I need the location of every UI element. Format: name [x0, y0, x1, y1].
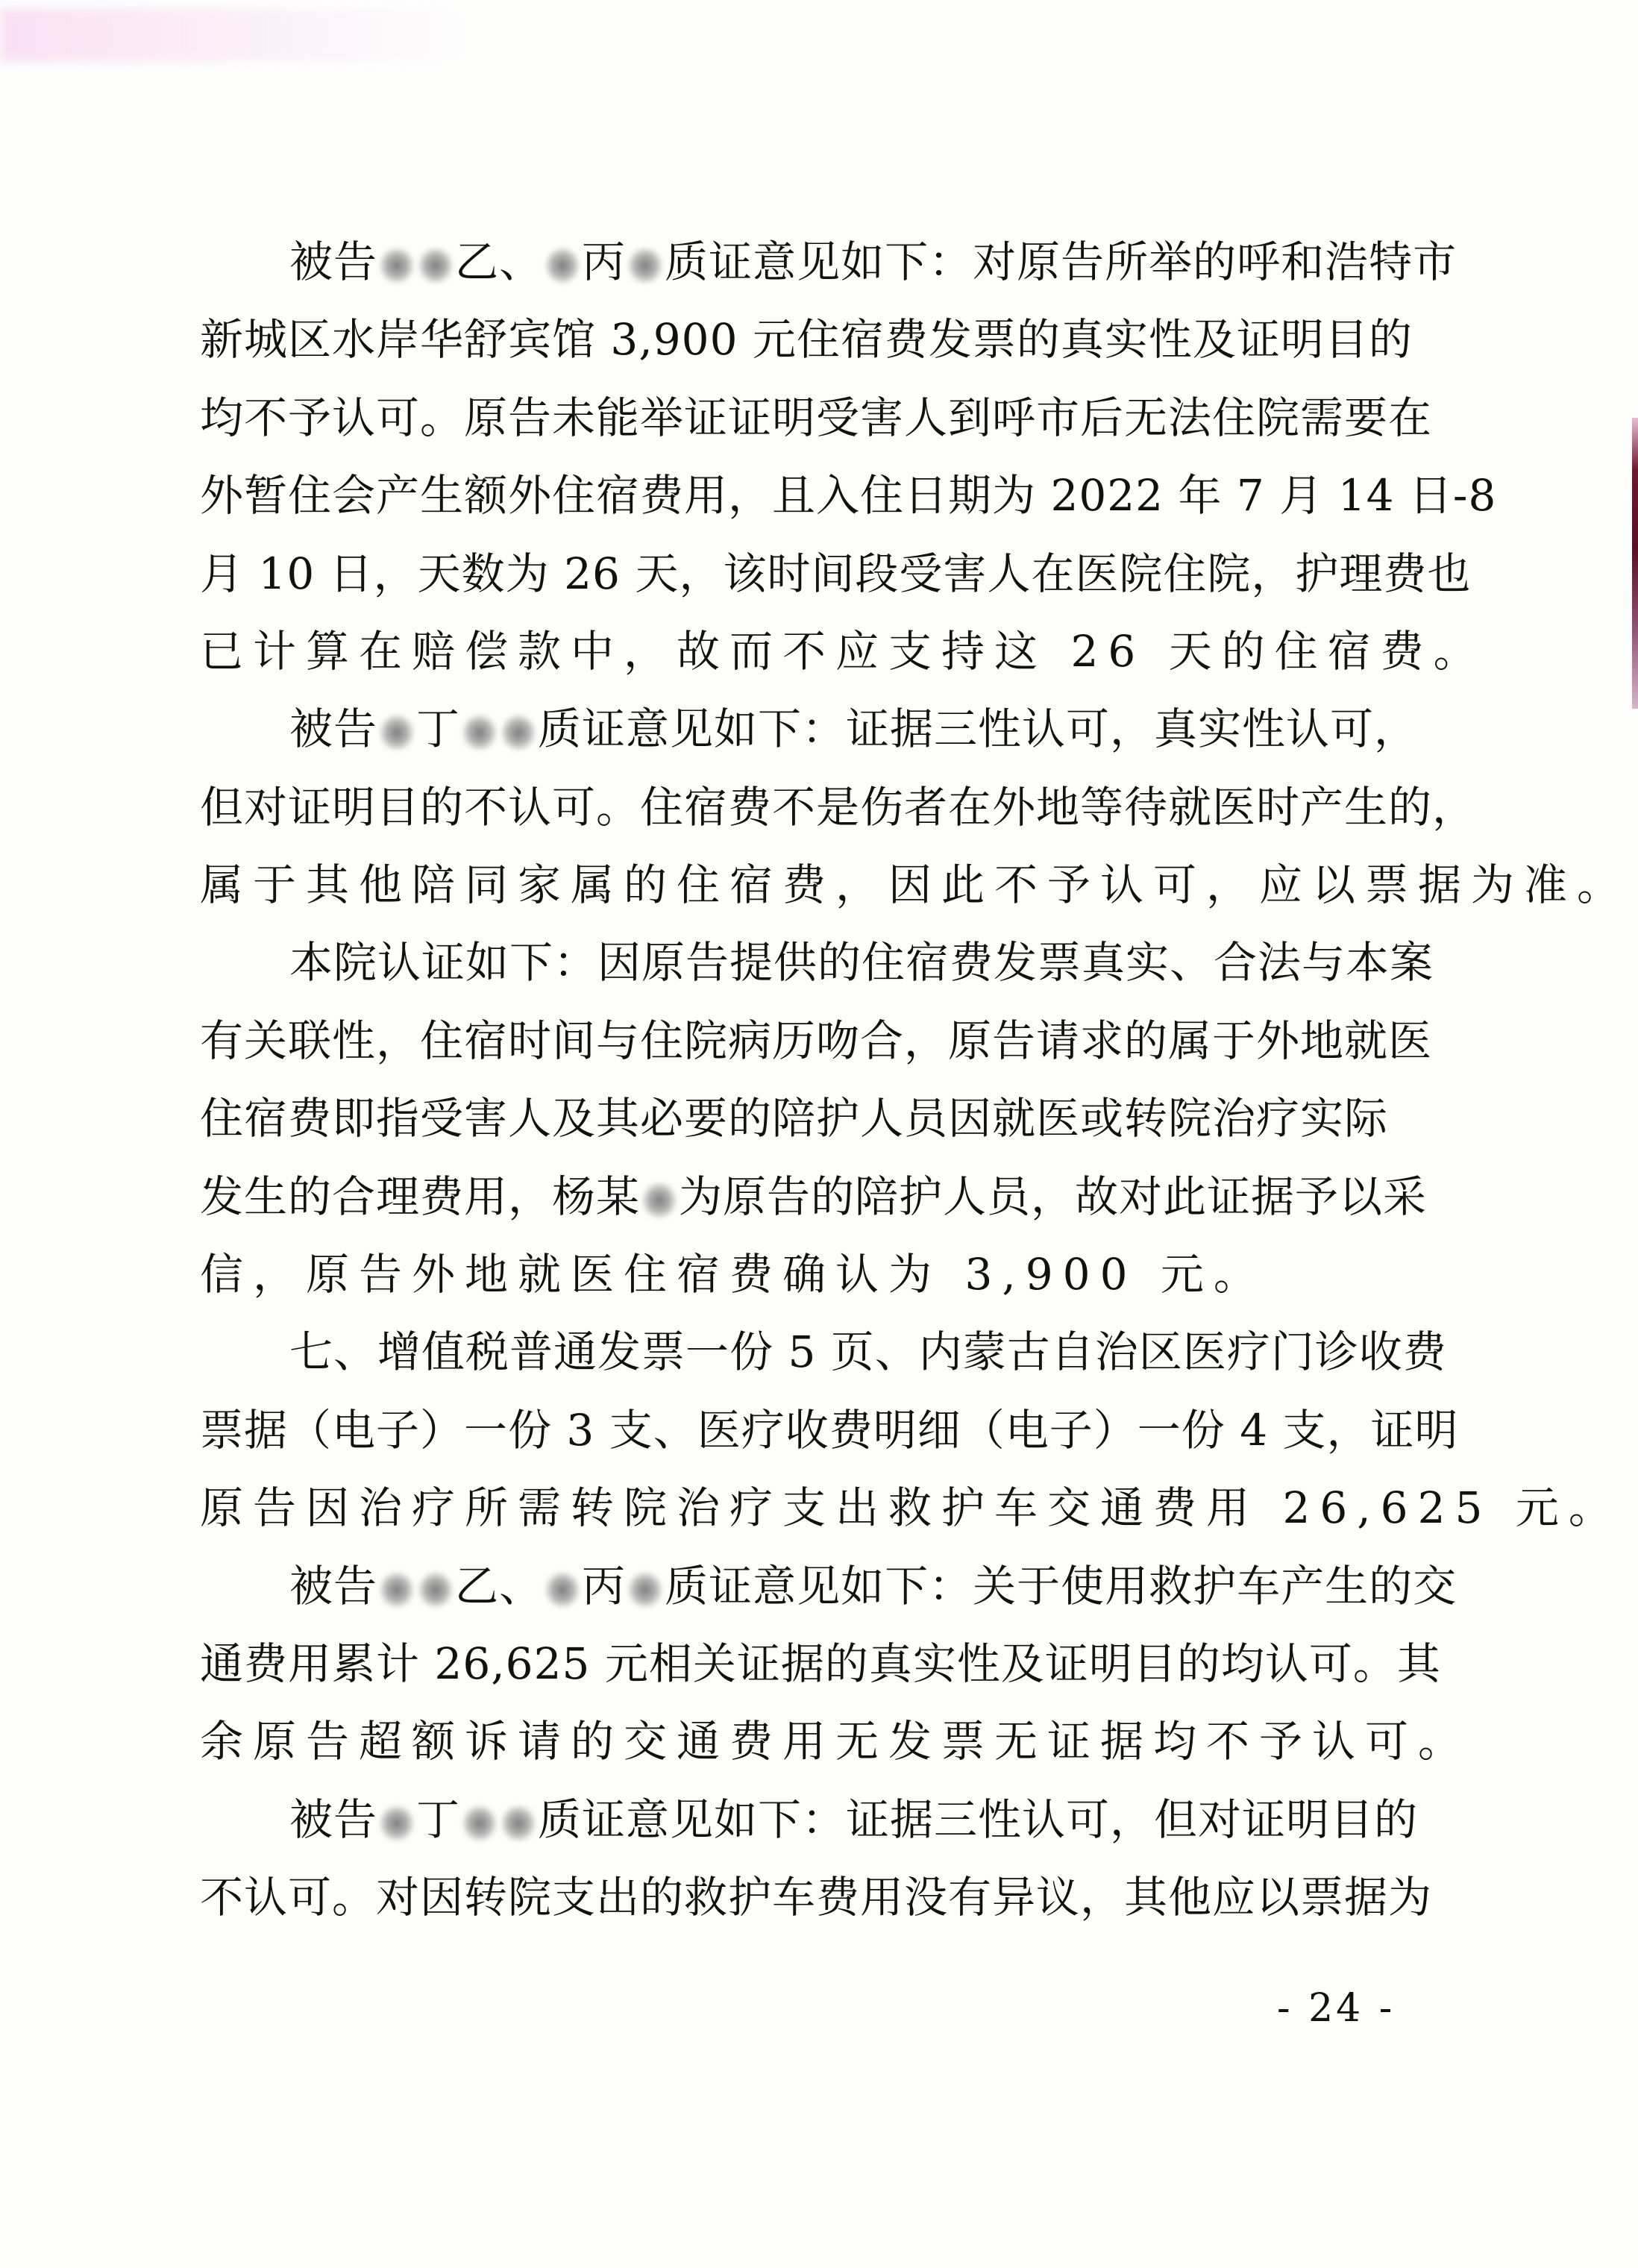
redacted-name [627, 247, 663, 284]
text-segment: 质证意见如下：对原告所举的呼和浩特市 [665, 236, 1457, 287]
text-line: 月 10 日，天数为 26 天，该时间段受害人在医院住院，护理费也 [200, 548, 1472, 599]
text-segment: 质证意见如下：证据三性认可，真实性认可， [538, 704, 1419, 754]
party-name: 丁 [416, 704, 461, 754]
text-line: 但对证明目的不认可。住宿费不是伤者在外地等待就医时产生的， [200, 782, 1477, 833]
text-line: 外暂住会产生额外住宿费用，且入住日期为 2022 年 7 月 14 日-8 [200, 470, 1497, 521]
text-segment: 被告 [289, 1794, 378, 1845]
text-line: 本院认证如下：因原告提供的住宿费发票真实、合法与本案 [289, 937, 1434, 988]
party-name: 乙 [455, 1561, 500, 1611]
text-line: 被告 乙、 丙 质证意见如下：关于使用救护车产生的交 [289, 1561, 1457, 1611]
seal-edge-mark [1632, 418, 1638, 709]
text-segment: 被告 [289, 704, 378, 754]
text-line: 通费用累计 26,625 元相关证据的真实性及证明目的均认可。其 [200, 1638, 1441, 1689]
text-line: 余原告超额诉请的交通费用无发票无证据均不予认可。 [200, 1716, 1472, 1767]
text-segment: 为原告的陪护人员，故对此证据予以采 [679, 1171, 1428, 1222]
redacted-name [627, 1571, 663, 1608]
redacted-name [501, 1805, 536, 1842]
text-line: 属于其他陪同家属的住宿费，因此不予认可，应以票据为准。 [200, 859, 1631, 910]
text-line: 被告 乙、 丙 质证意见如下：对原告所举的呼和浩特市 [289, 236, 1457, 287]
redacted-name [379, 1805, 415, 1842]
text-line: 均不予认可。原告未能举证证明受害人到呼市后无法住院需要在 [200, 392, 1433, 443]
text-segment: 发生的合理费用， [200, 1171, 553, 1222]
redacted-name [462, 1805, 498, 1842]
text-line: 已计算在赔偿款中，故而不应支持这 26 天的住宿费。 [200, 626, 1487, 677]
text-segment: 质证意见如下：关于使用救护车产生的交 [665, 1561, 1457, 1611]
redacted-name [545, 247, 580, 284]
text-line [200, 1794, 1419, 1846]
text-line: 有关联性，住宿时间与住院病历吻合，原告请求的属于外地就医 [200, 1015, 1433, 1066]
redacted-name [418, 1571, 454, 1608]
party-name: 丙 [582, 236, 627, 287]
redacted-name [379, 247, 415, 284]
party-name: 杨某 [552, 1171, 641, 1222]
text-line [200, 1171, 1428, 1223]
text-segment: 被告 [289, 236, 378, 287]
text-line: 新城区水岸华舒宾馆 3,900 元住宿费发票的真实性及证明目的 [200, 314, 1413, 365]
text-line: 七、增值税普通发票一份 5 页、内蒙古自治区医疗门诊收费 [289, 1326, 1447, 1377]
redacted-name [379, 714, 415, 751]
text-line: 住宿费即指受害人及其必要的陪护人员因就医或转院治疗实际 [200, 1093, 1389, 1144]
redacted-name [379, 1571, 415, 1608]
text-line [200, 703, 1419, 755]
party-name: 乙 [455, 236, 500, 287]
page-number: - 24 - [1277, 1986, 1396, 2031]
text-line: 票据（电子）一份 3 支、医疗收费明细（电子）一份 4 支，证明 [200, 1405, 1459, 1456]
text-line: 信，原告外地就医住宿费确认为 3,900 元。 [200, 1249, 1267, 1300]
party-name: 丙 [582, 1561, 627, 1611]
text-segment: 被告 [289, 1561, 378, 1611]
text-segment: 质证意见如下：证据三性认可，但对证明目的 [538, 1794, 1419, 1845]
redacted-name [418, 247, 454, 284]
redacted-name [545, 1571, 580, 1608]
scan-tint [0, 9, 477, 61]
redacted-name [641, 1182, 677, 1219]
redacted-name [462, 714, 498, 751]
text-line: 不认可。对因转院支出的救护车费用没有异议，其他应以票据为 [200, 1872, 1433, 1923]
party-name: 丁 [416, 1794, 461, 1845]
text-line: 原告因治疗所需转院治疗支出救护车交通费用 26,625 元。 [200, 1482, 1622, 1533]
redacted-name [501, 714, 536, 751]
